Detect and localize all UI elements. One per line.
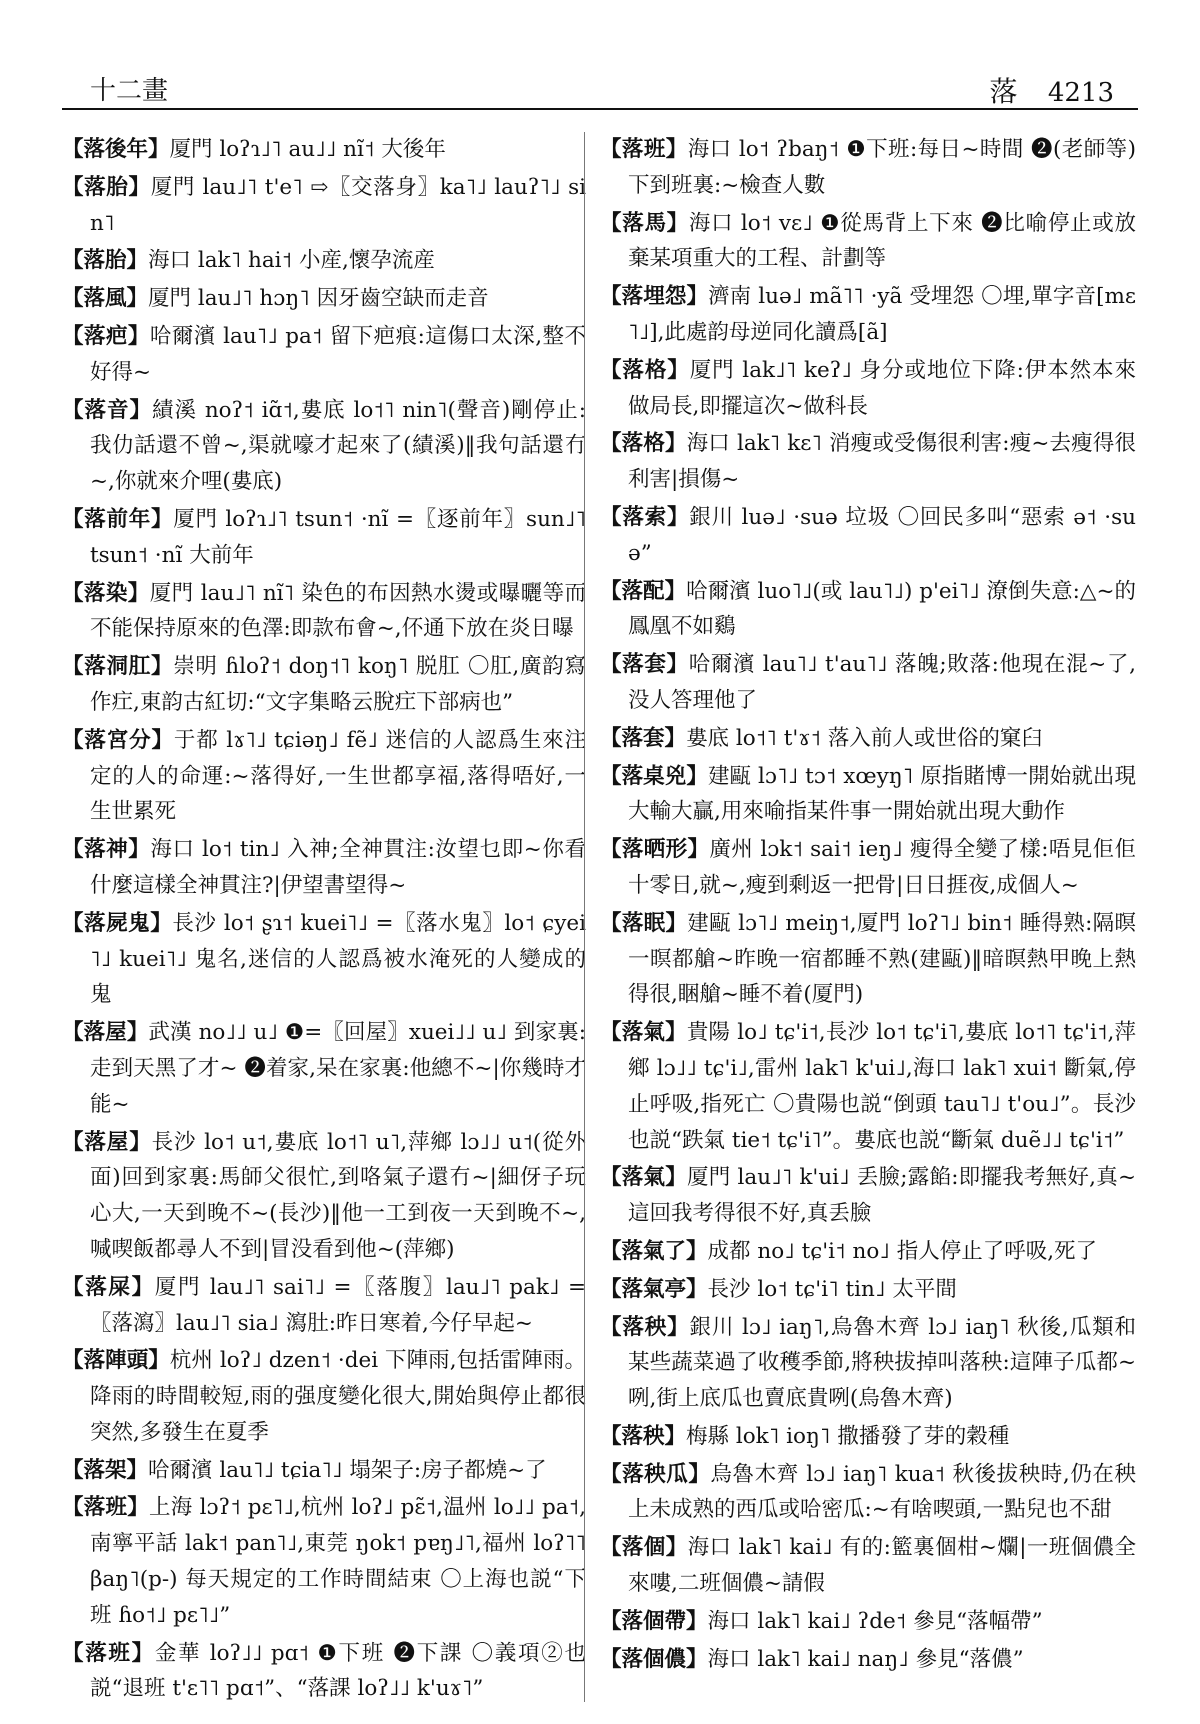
entry-definition: 哈爾濱 lau˥˩ tɕia˥˩ 塌架子:房子都燒~了 bbox=[148, 1457, 547, 1483]
dictionary-entry bbox=[600, 426, 1136, 498]
entry-headword: 【落格】 bbox=[600, 357, 690, 383]
column-divider bbox=[584, 132, 585, 1702]
entry-definition: 哈爾濱 lau˥˩ t'au˥˩ 落魄;敗落:他現在混~了,没人答理他了 bbox=[628, 652, 1136, 713]
dictionary-entry bbox=[600, 906, 1136, 1013]
entry-headword: 【落音】 bbox=[62, 397, 152, 423]
dictionary-entry bbox=[62, 132, 586, 168]
entry-definition: 于都 lɤ˥˩ tɕiəŋ˩ fẽ˩ 迷信的人認爲生來注定的人的命運:~落得好,一生世都享福,落得唔好,一生世累死 bbox=[90, 727, 586, 825]
entry-definition: 厦門 lau˩˥ t'e˥ ⇨〖交落身〗ka˥˩ lauʔ˥˩ sin˥ bbox=[90, 174, 586, 236]
dictionary-entry bbox=[600, 1419, 1136, 1455]
entry-headword: 【落屋】 bbox=[62, 1020, 149, 1046]
entry-headword: 【落馬】 bbox=[600, 210, 689, 236]
entry-definition: 建甌 lɔ˥˩ meiŋ˦,厦門 loʔ˥˩ bin˦ 睡得熟:隔暝一暝都艙~昨晚一宿都睡不熟(建甌)‖暗暝熱甲晚上熱得很,睏艙~睡不着(厦門) bbox=[628, 910, 1136, 1008]
entry-definition: 成都 no˩ tɕ'i˦ no˩ 指人停止了呼吸,死了 bbox=[707, 1238, 1098, 1264]
dictionary-entry bbox=[62, 281, 586, 317]
entry-headword: 【落氣】 bbox=[600, 1165, 687, 1191]
entry-headword: 【落個儂】 bbox=[600, 1646, 708, 1672]
entry-definition: 海口 lo˦ tin˩ 入神;全神貫注:汝望乜即~你看什麼這樣全神貫注?|伊望書望得~ bbox=[90, 837, 586, 898]
dictionary-entry bbox=[600, 1457, 1136, 1529]
dictionary-entry bbox=[600, 1310, 1136, 1417]
dictionary-entry bbox=[62, 723, 586, 830]
dictionary-entry bbox=[62, 1015, 586, 1122]
entry-headword: 【落埋怨】 bbox=[600, 284, 709, 310]
entry-headword: 【落神】 bbox=[62, 837, 151, 863]
page-header bbox=[62, 66, 1138, 106]
entry-definition: 哈爾濱 lau˥˩ pa˦ 留下疤痕:這傷口太深,整不好得~ bbox=[90, 323, 586, 385]
entry-definition: 海口 lak˥ kɛ˥ 消瘦或受傷很利害:瘦~去瘦得很利害|損傷~ bbox=[628, 431, 1136, 493]
dictionary-entry bbox=[62, 906, 586, 1013]
dictionary-entry bbox=[600, 353, 1136, 425]
entry-definition: 上海 lɔʔ˦ pɛ˥˩,杭州 loʔ˩ pɛ̃˦,温州 lo˩˩ pa˦,南寧平話 lak˦ pan˥˩,東莞 ŋok˦ pɐŋ˩˥,福州 loʔ˥˥ βaŋ˥(p-) 每天規定的工作時間結束 〇上海也説“下班 ɦo˦˩ pɛ˥˩” bbox=[90, 1495, 586, 1628]
dictionary-entry bbox=[600, 132, 1136, 204]
entry-headword: 【落宮分】 bbox=[62, 727, 174, 753]
entry-headword: 【落風】 bbox=[62, 286, 149, 312]
entry-definition: 厦門 lak˩˥ keʔ˩ 身分或地位下降:伊本然本來做局長,即擺這次~做科長 bbox=[628, 357, 1136, 419]
dictionary-entry bbox=[62, 1636, 586, 1707]
entry-definition: 烏魯木齊 lɔ˩ iaŋ˥ kua˦ 秋後拔秧時,仍在秧上未成熟的西瓜或哈密瓜:~有啥喫頭,一點兒也不甜 bbox=[628, 1461, 1136, 1523]
dictionary-entry bbox=[62, 393, 586, 500]
entry-headword: 【落個】 bbox=[600, 1535, 688, 1561]
entry-definition: 厦門 lau˩˥ nĩ˥ 染色的布因熱水燙或曝曬等而不能保持原來的色澤:即款布會~,伓通下放在炎日曝 bbox=[90, 580, 586, 642]
entry-definition: 銀川 luə˩ ·suə 垃圾 〇回民多叫“惡索 ə˦ ·suə” bbox=[628, 504, 1136, 566]
entry-headword: 【落染】 bbox=[62, 580, 150, 606]
dictionary-entry bbox=[62, 576, 586, 648]
entry-headword: 【落氣】 bbox=[600, 1020, 687, 1046]
entry-headword: 【落洞肛】 bbox=[62, 654, 174, 680]
entry-definition: 海口 lak˥ hai˦ 小産,懷孕流産 bbox=[148, 248, 435, 274]
dictionary-entry bbox=[600, 1160, 1136, 1232]
entry-headword: 【落陣頭】 bbox=[62, 1348, 170, 1374]
entry-headword: 【落個帶】 bbox=[600, 1608, 708, 1634]
entry-headword: 【落套】 bbox=[600, 652, 689, 678]
left-column bbox=[62, 132, 586, 1707]
entry-definition: 梅縣 lok˥ ioŋ˥ 撒播發了芽的穀種 bbox=[686, 1423, 1010, 1449]
stroke-count-label: 十二畫 bbox=[90, 76, 169, 106]
dictionary-entry bbox=[600, 647, 1136, 719]
dictionary-entry bbox=[600, 759, 1136, 831]
dictionary-entry bbox=[62, 1270, 586, 1342]
dictionary-entry bbox=[62, 1453, 586, 1489]
entry-definition: 廣州 lɔk˦ sai˦ ieŋ˩ 瘦得全變了樣:唔見佢佢十零日,就~,瘦到剩返一把骨|日日捱夜,成個人~ bbox=[628, 837, 1136, 898]
dictionary-entry bbox=[600, 279, 1136, 351]
entry-headword: 【落氣亭】 bbox=[600, 1276, 708, 1302]
entry-headword: 【落胎】 bbox=[62, 248, 149, 274]
entry-headword: 【落秧】 bbox=[600, 1423, 687, 1449]
entry-definition: 武漢 no˩˩ u˩ ❶=〖回屋〗xuei˩˩ u˩ 到家裏:走到天黑了才~ ❷着家,呆在家裏:他總不~|你幾時才能~ bbox=[90, 1020, 586, 1117]
entry-definition: 婁底 lo˦˥ t'ɤ˦ 落入前人或世俗的窠臼 bbox=[686, 725, 1043, 751]
dictionary-entry bbox=[600, 832, 1136, 904]
dictionary-entry bbox=[600, 1530, 1136, 1602]
entry-headword: 【落秧瓜】 bbox=[600, 1461, 711, 1487]
entry-definition: 長沙 lo˦ u˦,婁底 lo˦˥ u˥,萍鄉 lɔ˩˩ u˦(從外面)回到家裏:馬師父很忙,到咯氣子還冇~|細伢子玩心大,一天到晚不~(長沙)‖他一工到夜一天到晚不~,喊喫飯都尋人不到|冒没看到他~(萍鄉) bbox=[90, 1129, 586, 1262]
dictionary-entry bbox=[600, 1604, 1136, 1640]
dictionary-entry bbox=[62, 319, 586, 391]
entry-headword: 【落屋】 bbox=[62, 1129, 152, 1155]
dictionary-entry bbox=[600, 1642, 1136, 1678]
dictionary-entry bbox=[62, 170, 586, 242]
dictionary-entry bbox=[600, 721, 1136, 757]
entry-headword: 【落架】 bbox=[62, 1457, 149, 1483]
dictionary-entry bbox=[600, 500, 1136, 572]
dictionary-entry bbox=[62, 243, 586, 279]
entry-definition: 厦門 lau˩˥ hɔŋ˥ 因牙齒空缺而走音 bbox=[148, 286, 489, 312]
right-column bbox=[600, 132, 1136, 1707]
dictionary-entry bbox=[600, 1272, 1136, 1308]
dictionary-entry bbox=[600, 206, 1136, 278]
entry-definition: 建甌 lɔ˥˩ tɔ˦ xœyŋ˥ 原指賭博一開始就出現大輸大贏,用來喻指某件事一開始就出現大動作 bbox=[628, 763, 1136, 825]
entry-definition: 杭州 loʔ˩ dzen˦ ·dei 下陣雨,包括雷陣雨。降雨的時間較短,雨的强度變化很大,開始與停止都很突然,多發生在夏季 bbox=[90, 1348, 586, 1445]
entry-headword: 【落屎】 bbox=[62, 1274, 155, 1300]
dictionary-entry bbox=[62, 1490, 586, 1633]
entry-headword: 【落索】 bbox=[600, 504, 690, 530]
entry-headword: 【落班】 bbox=[600, 137, 688, 162]
entry-headword: 【落班】 bbox=[62, 1495, 150, 1521]
entry-headword: 【落套】 bbox=[600, 725, 687, 751]
dictionary-entry bbox=[62, 832, 586, 904]
entry-definition: 長沙 lo˦ tɕ'i˥ tin˩ 太平間 bbox=[707, 1276, 957, 1302]
dictionary-entry bbox=[62, 649, 586, 721]
page-number: 4213 bbox=[1047, 78, 1114, 108]
dictionary-entry bbox=[62, 1125, 586, 1268]
entry-definition: 厦門 loʔɿ˩˥ au˩˩ nĩ˦ 大後年 bbox=[169, 137, 446, 162]
entry-definition: 海口 lak˥ kai˩ naŋ˩ 參見“落儂” bbox=[707, 1646, 1024, 1672]
dictionary-entry bbox=[600, 574, 1136, 646]
entry-definition: 厦門 loʔɿ˩˥ tsun˦ ·nĩ =〖逐前年〗sun˩˥ tsun˦ ·nĩ 大前年 bbox=[90, 506, 586, 568]
entry-headword: 【落格】 bbox=[600, 431, 687, 457]
entry-definition: 長沙 lo˦ ʂɿ˦ kuei˥˩ =〖落水鬼〗lo˦ ɕyei˥˩ kuei˥˩ 鬼名,迷信的人認爲被水淹死的人變成的鬼 bbox=[90, 910, 586, 1008]
entry-headword: 【落桌兇】 bbox=[600, 763, 708, 789]
entry-definition: 海口 lo˦ ʔbaŋ˦ ❶下班:每日~時間 ❷(老師等)下到班裏:~檢查人數 bbox=[628, 137, 1136, 198]
entry-definition: 濟南 luə˩ mã˥˥ ·yã 受埋怨 〇埋,單字音[mɛ˥˩],此處韵母逆同化讀爲[ã] bbox=[628, 284, 1136, 345]
dictionary-entry bbox=[62, 1343, 586, 1450]
dictionary-entry bbox=[600, 1234, 1136, 1270]
entry-definition: 績溪 noʔ˦ iɑ̃˦,婁底 lo˦˥ nin˥(聲音)剛停止:我仂話還不曾~,渠就嚎才起來了(績溪)‖我句話還冇~,你就來介哩(婁底) bbox=[90, 397, 586, 495]
entry-headword: 【落晒形】 bbox=[600, 837, 710, 863]
entry-headword: 【落前年】 bbox=[62, 506, 174, 532]
running-headword: 落 bbox=[989, 75, 1018, 108]
entry-headword: 【落眠】 bbox=[600, 910, 688, 936]
entry-definition: 哈爾濱 luo˥˩(或 lau˥˩) p'ei˥˩ 潦倒失意:△~的鳳凰不如鷄 bbox=[628, 578, 1136, 640]
entry-definition: 銀川 lɔ˩ iaŋ˥,烏魯木齊 lɔ˩ iaŋ˥ 秋後,瓜類和某些蔬菜過了收穫季節,將秧拔掉叫落秧:這陣子瓜都~咧,街上底瓜也賣底貴咧(烏魯木齊) bbox=[628, 1314, 1136, 1412]
entry-definition: 厦門 lau˩˥ sai˥˩ =〖落腹〗lau˩˥ pak˩ =〖落瀉〗lau˩˥ sia˩ 瀉肚:昨日寒着,今仔早起~ bbox=[90, 1274, 586, 1336]
entry-headword: 【落班】 bbox=[62, 1640, 155, 1666]
entry-definition: 厦門 lau˩˥ k'ui˩ 丢臉;露餡:即擺我考無好,真~這回我考得很不好,真丢臉 bbox=[628, 1165, 1136, 1227]
entry-headword: 【落屍鬼】 bbox=[62, 910, 173, 936]
dictionary-entry bbox=[62, 502, 586, 574]
entry-definition: 崇明 ɦloʔ˦ doŋ˦˥ koŋ˥ 脱肛 〇肛,廣韵寫作疘,東韵古紅切:“文字集略云脫疘下部病也” bbox=[90, 654, 586, 715]
entry-definition: 金華 loʔ˩˩ pɑ˦ ❶下班 ❷下課 〇義項②也説“退班 t'ɛ˥˥ pɑ˦”、“落課 loʔ˩˩ k'uɤ˥” bbox=[90, 1640, 586, 1702]
entry-definition: 貴陽 lo˩ tɕ'i˦,長沙 lo˦ tɕ'i˥,婁底 lo˦˥ tɕ'i˦,萍鄉 lɔ˩˩ tɕ'i˩,雷州 lak˥ k'ui˩,海口 lak˥ xui˦ 斷氣,停止呼吸,指死亡 〇貴陽也説“倒頭 tau˥˩ t'ou˩”。長沙也説“跌氣 tie˦ tɕ'i˥”。婁底也説“斷氣 duẽ˩˩ tɕ'i˦” bbox=[628, 1020, 1136, 1153]
entry-headword: 【落秧】 bbox=[600, 1314, 690, 1340]
entry-definition: 海口 lak˥ kai˩ 有的:籃裏個柑~爛|一班個儂全來嘍,二班個儂~請假 bbox=[628, 1535, 1136, 1597]
entry-headword: 【落氣了】 bbox=[600, 1238, 708, 1264]
entry-headword: 【落後年】 bbox=[62, 137, 170, 162]
header-right bbox=[990, 70, 1114, 110]
entry-headword: 【落配】 bbox=[600, 578, 687, 604]
dictionary-entry bbox=[600, 1015, 1136, 1158]
entry-definition: 海口 lo˦ vɛ˩ ❶從馬背上下來 ❷比喻停止或放棄某項重大的工程、計劃等 bbox=[628, 210, 1136, 272]
entry-definition: 海口 lak˥ kai˩ ʔde˦ 參見“落幅帶” bbox=[707, 1608, 1043, 1634]
entry-headword: 【落胎】 bbox=[62, 174, 151, 200]
header-rule bbox=[62, 108, 1138, 110]
entry-headword: 【落疤】 bbox=[62, 323, 150, 349]
